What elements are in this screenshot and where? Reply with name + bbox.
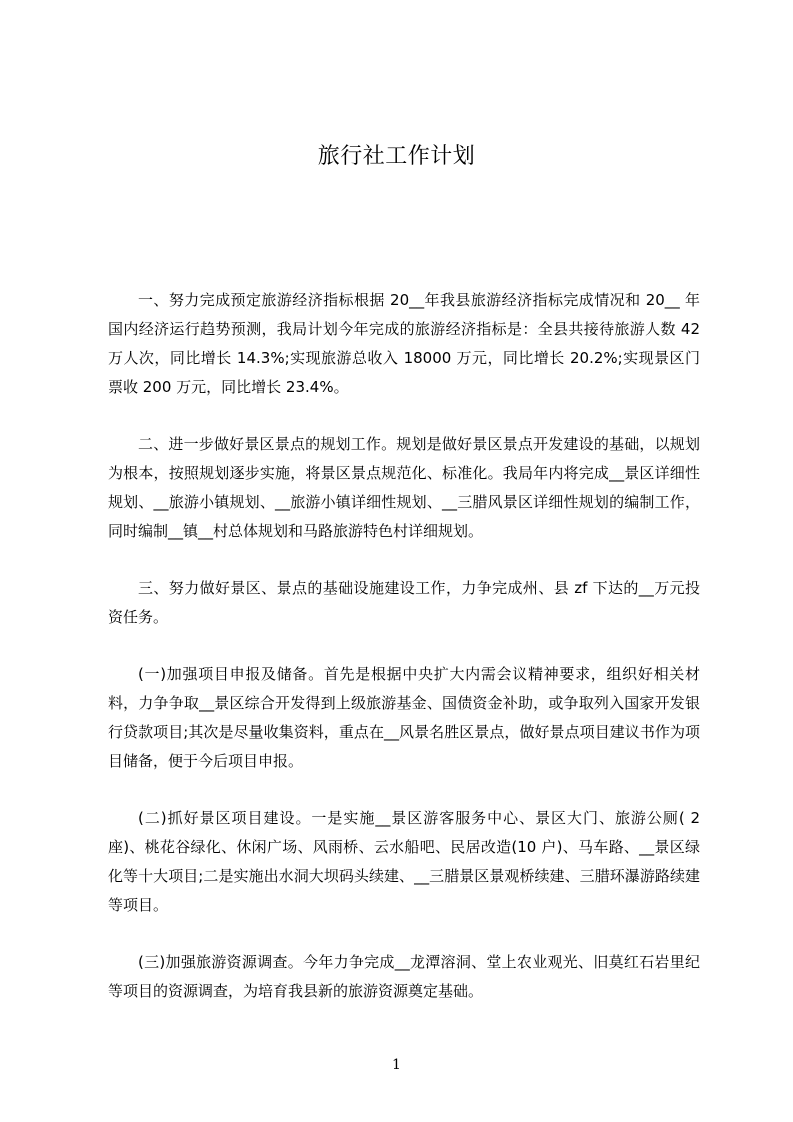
paragraph-3: 三、努力做好景区、景点的基础设施建设工作，力争完成州、县 zf 下达的__万元投资任务。 xyxy=(108,579,700,626)
document-body xyxy=(108,286,700,1034)
page-title: 旅行社工作计划 xyxy=(317,144,476,169)
paragraph-1: 一、努力完成预定旅游经济指标根据 20__年我县旅游经济指标完成情况和 20__ 年国内经济运行趋势预测，我局计划今年完成的旅游经济指标是：全县共接待旅游人数 42 万人次，同比增长 14.3%;实现旅游总收入 18000 万元，同比增长 20.2%;实现景区门票收 200 万元，同比增长 23.4%。 xyxy=(108,291,700,396)
paragraph-4: (一)加强项目申报及储备。首先是根据中央扩大内需会议精神要求，组织好相关材料，力争争取__景区综合开发得到上级旅游基金、国债资金补助，或争取列入国家开发银行贷款项目;其次是尽量收集资料，重点在__风景名胜区景点，做好景点项目建议书作为项目储备，便于今后项目申报。 xyxy=(108,665,700,770)
paragraph-5: (二)抓好景区项目建设。一是实施__景区游客服务中心、景区大门、旅游公厕( 2 座)、桃花谷绿化、休闲广场、风雨桥、云水船吧、民居改造(10 户)、马车路、__景区绿化等十大项目;二是实施出水洞大坝码头续建、__三腊景区景观桥续建、三腊环瀑游路续建等项目。 xyxy=(108,809,700,914)
page-number: 1 xyxy=(392,1057,401,1073)
paragraph-6: (三)加强旅游资源调查。今年力争完成__龙潭溶洞、堂上农业观光、旧莫红石岩里纪等项目的资源调查，为培育我县新的旅游资源奠定基础。 xyxy=(108,953,700,1000)
paragraph-2: 二、进一步做好景区景点的规划工作。规划是做好景区景点开发建设的基础，以规划为根本，按照规划逐步实施，将景区景点规范化、标准化。我局年内将完成__景区详细性规划、__旅游小镇规划、__旅游小镇详细性规划、__三腊风景区详细性规划的编制工作，同时编制__镇__村总体规划和马路旅游特色村详细规划。 xyxy=(108,435,700,540)
